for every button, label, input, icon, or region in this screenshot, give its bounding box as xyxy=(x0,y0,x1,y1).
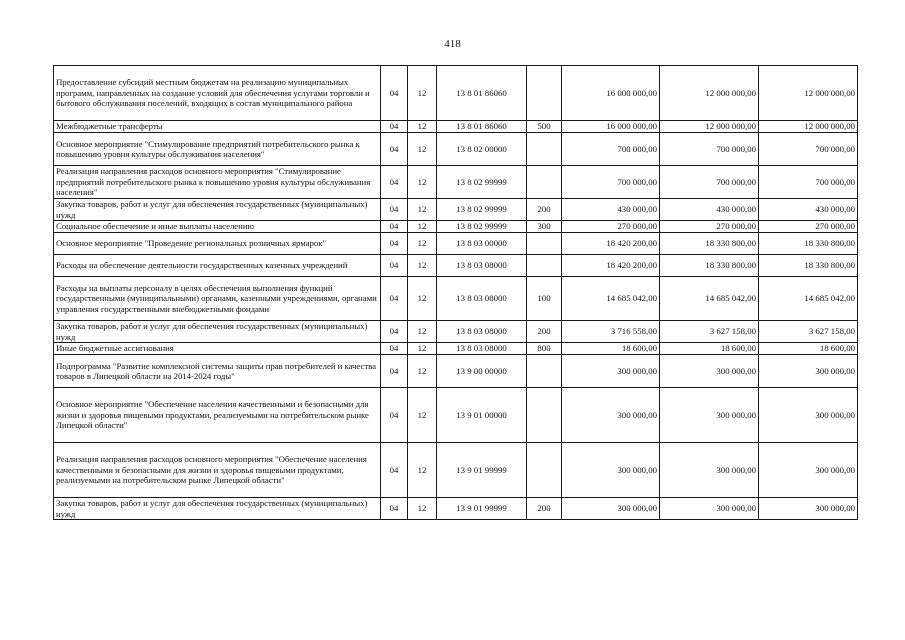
cell-amount-3: 300 000,00 xyxy=(759,355,858,388)
cell-amount-3: 14 685 042,00 xyxy=(759,277,858,321)
cell-subsection: 12 xyxy=(408,221,437,233)
cell-amount-3: 12 000 000,00 xyxy=(759,66,858,121)
cell-target-article: 13 9 01 99999 xyxy=(437,443,527,498)
cell-name: Реализация направления расходов основного мероприятия "Стимулирование предприятий потребительского рынка к повышению уровня культуры обслуживания населения" xyxy=(54,166,381,199)
cell-name: Предоставление субсидий местным бюджетам на реализацию муниципальных программ, направленных на создание условий для обеспечения услугами торговли и бытового обслуживания поселений, входящих в состав муниципального района xyxy=(54,66,381,121)
cell-subsection: 12 xyxy=(408,199,437,221)
cell-amount-3: 12 000 000,00 xyxy=(759,121,858,133)
cell-amount-2: 18 330 800,00 xyxy=(660,233,759,255)
cell-name: Закупка товаров, работ и услуг для обеспечения государственных (муниципальных) нужд xyxy=(54,199,381,221)
cell-section: 04 xyxy=(381,355,408,388)
cell-expense-type xyxy=(527,355,562,388)
cell-amount-1: 14 685 042,00 xyxy=(562,277,660,321)
cell-expense-type: 200 xyxy=(527,498,562,520)
cell-section: 04 xyxy=(381,343,408,355)
cell-amount-3: 300 000,00 xyxy=(759,443,858,498)
cell-expense-type xyxy=(527,255,562,277)
table-row xyxy=(54,355,858,388)
table-row xyxy=(54,498,858,520)
cell-target-article: 13 9 01 00000 xyxy=(437,388,527,443)
cell-subsection: 12 xyxy=(408,233,437,255)
cell-amount-1: 300 000,00 xyxy=(562,498,660,520)
cell-section: 04 xyxy=(381,121,408,133)
cell-amount-1: 3 716 558,00 xyxy=(562,321,660,343)
cell-section: 04 xyxy=(381,443,408,498)
page-number: 418 xyxy=(444,38,461,50)
cell-amount-3: 700 000,00 xyxy=(759,133,858,166)
cell-amount-2: 18 600,00 xyxy=(660,343,759,355)
cell-target-article: 13 8 02 99999 xyxy=(437,221,527,233)
table-row xyxy=(54,343,858,355)
cell-amount-3: 700 000,00 xyxy=(759,166,858,199)
cell-expense-type xyxy=(527,133,562,166)
cell-name: Расходы на обеспечение деятельности государственных казенных учреждений xyxy=(54,255,381,277)
cell-amount-1: 18 600,00 xyxy=(562,343,660,355)
cell-subsection: 12 xyxy=(408,255,437,277)
cell-section: 04 xyxy=(381,388,408,443)
cell-section: 04 xyxy=(381,221,408,233)
table-row xyxy=(54,199,858,221)
cell-amount-3: 430 000,00 xyxy=(759,199,858,221)
table-body xyxy=(54,66,858,520)
cell-name: Реализация направления расходов основного мероприятия "Обеспечение населения качественными и безопасными для жизни и здоровья пищевыми продуктами, реализуемыми на потребительском рынке Липецкой области" xyxy=(54,443,381,498)
cell-name: Подпрограмма "Развитие комплексной системы защиты прав потребителей и качества товаров в Липецкой области на 2014-2024 годы" xyxy=(54,355,381,388)
cell-amount-2: 12 000 000,00 xyxy=(660,121,759,133)
cell-target-article: 13 8 02 99999 xyxy=(437,199,527,221)
cell-target-article: 13 8 03 08000 xyxy=(437,343,527,355)
cell-section: 04 xyxy=(381,233,408,255)
cell-target-article: 13 8 02 99999 xyxy=(437,166,527,199)
cell-amount-2: 300 000,00 xyxy=(660,388,759,443)
cell-section: 04 xyxy=(381,166,408,199)
cell-amount-1: 430 000,00 xyxy=(562,199,660,221)
table-row xyxy=(54,233,858,255)
cell-amount-1: 700 000,00 xyxy=(562,133,660,166)
cell-amount-3: 18 330 800,00 xyxy=(759,233,858,255)
cell-name: Иные бюджетные ассигнования xyxy=(54,343,381,355)
cell-amount-2: 300 000,00 xyxy=(660,443,759,498)
cell-amount-3: 3 627 158,00 xyxy=(759,321,858,343)
table-row xyxy=(54,166,858,199)
cell-expense-type xyxy=(527,66,562,121)
cell-expense-type: 300 xyxy=(527,221,562,233)
table-row xyxy=(54,321,858,343)
cell-name: Расходы на выплаты персоналу в целях обеспечения выполнения функций государственными (муниципальными) органами, казенными учреждениями, органами управления государственными внебюджетными фондами xyxy=(54,277,381,321)
cell-subsection: 12 xyxy=(408,166,437,199)
table-row xyxy=(54,66,858,121)
cell-amount-1: 16 000 000,00 xyxy=(562,121,660,133)
table-row xyxy=(54,133,858,166)
cell-target-article: 13 8 02 00000 xyxy=(437,133,527,166)
cell-expense-type xyxy=(527,388,562,443)
cell-name: Закупка товаров, работ и услуг для обеспечения государственных (муниципальных) нужд xyxy=(54,321,381,343)
cell-section: 04 xyxy=(381,277,408,321)
cell-target-article: 13 9 00 00000 xyxy=(437,355,527,388)
cell-target-article: 13 9 01 99999 xyxy=(437,498,527,520)
cell-subsection: 12 xyxy=(408,388,437,443)
cell-amount-1: 300 000,00 xyxy=(562,355,660,388)
cell-section: 04 xyxy=(381,66,408,121)
cell-name: Социальное обеспечение и иные выплаты населению xyxy=(54,221,381,233)
cell-target-article: 13 8 01 86060 xyxy=(437,121,527,133)
cell-expense-type: 100 xyxy=(527,277,562,321)
cell-target-article: 13 8 03 08000 xyxy=(437,277,527,321)
table-row xyxy=(54,388,858,443)
cell-amount-2: 700 000,00 xyxy=(660,133,759,166)
cell-name: Закупка товаров, работ и услуг для обеспечения государственных (муниципальных) нужд xyxy=(54,498,381,520)
table-row xyxy=(54,277,858,321)
table-row xyxy=(54,443,858,498)
cell-amount-3: 18 600,00 xyxy=(759,343,858,355)
cell-amount-1: 300 000,00 xyxy=(562,443,660,498)
cell-subsection: 12 xyxy=(408,66,437,121)
cell-amount-2: 300 000,00 xyxy=(660,498,759,520)
cell-amount-1: 16 000 000,00 xyxy=(562,66,660,121)
cell-expense-type: 200 xyxy=(527,199,562,221)
cell-section: 04 xyxy=(381,498,408,520)
cell-subsection: 12 xyxy=(408,355,437,388)
cell-amount-2: 700 000,00 xyxy=(660,166,759,199)
cell-target-article: 13 8 03 08000 xyxy=(437,321,527,343)
cell-subsection: 12 xyxy=(408,498,437,520)
cell-amount-3: 270 000,00 xyxy=(759,221,858,233)
cell-amount-2: 12 000 000,00 xyxy=(660,66,759,121)
cell-amount-2: 14 685 042,00 xyxy=(660,277,759,321)
cell-expense-type: 800 xyxy=(527,343,562,355)
cell-amount-2: 3 627 158,00 xyxy=(660,321,759,343)
cell-expense-type xyxy=(527,443,562,498)
cell-amount-3: 18 330 800,00 xyxy=(759,255,858,277)
table-row xyxy=(54,221,858,233)
cell-amount-2: 430 000,00 xyxy=(660,199,759,221)
cell-expense-type: 500 xyxy=(527,121,562,133)
cell-name: Основное мероприятие "Обеспечение населения качественными и безопасными для жизни и здоровья пищевыми продуктами, реализуемыми на потребительском рынке Липецкой области" xyxy=(54,388,381,443)
cell-amount-1: 18 420 200,00 xyxy=(562,255,660,277)
budget-table xyxy=(53,65,858,520)
cell-name: Основное мероприятие "Проведение региональных розничных ярмарок" xyxy=(54,233,381,255)
cell-section: 04 xyxy=(381,133,408,166)
cell-section: 04 xyxy=(381,255,408,277)
cell-amount-2: 270 000,00 xyxy=(660,221,759,233)
cell-target-article: 13 8 03 00000 xyxy=(437,233,527,255)
table-row xyxy=(54,255,858,277)
cell-subsection: 12 xyxy=(408,133,437,166)
cell-section: 04 xyxy=(381,199,408,221)
cell-amount-1: 18 420 200,00 xyxy=(562,233,660,255)
table-row xyxy=(54,121,858,133)
cell-subsection: 12 xyxy=(408,277,437,321)
cell-target-article: 13 8 01 86060 xyxy=(437,66,527,121)
cell-amount-3: 300 000,00 xyxy=(759,498,858,520)
cell-subsection: 12 xyxy=(408,321,437,343)
cell-amount-1: 270 000,00 xyxy=(562,221,660,233)
cell-name: Основное мероприятие "Стимулирование предприятий потребительского рынка к повышению уровня культуры обслуживания населения" xyxy=(54,133,381,166)
cell-expense-type: 200 xyxy=(527,321,562,343)
cell-subsection: 12 xyxy=(408,343,437,355)
cell-subsection: 12 xyxy=(408,443,437,498)
cell-amount-3: 300 000,00 xyxy=(759,388,858,443)
cell-subsection: 12 xyxy=(408,121,437,133)
cell-amount-1: 300 000,00 xyxy=(562,388,660,443)
cell-amount-1: 700 000,00 xyxy=(562,166,660,199)
cell-expense-type xyxy=(527,166,562,199)
cell-expense-type xyxy=(527,233,562,255)
cell-target-article: 13 8 03 08000 xyxy=(437,255,527,277)
cell-name: Межбюджетные трансферты xyxy=(54,121,381,133)
cell-amount-2: 300 000,00 xyxy=(660,355,759,388)
cell-section: 04 xyxy=(381,321,408,343)
cell-amount-2: 18 330 800,00 xyxy=(660,255,759,277)
